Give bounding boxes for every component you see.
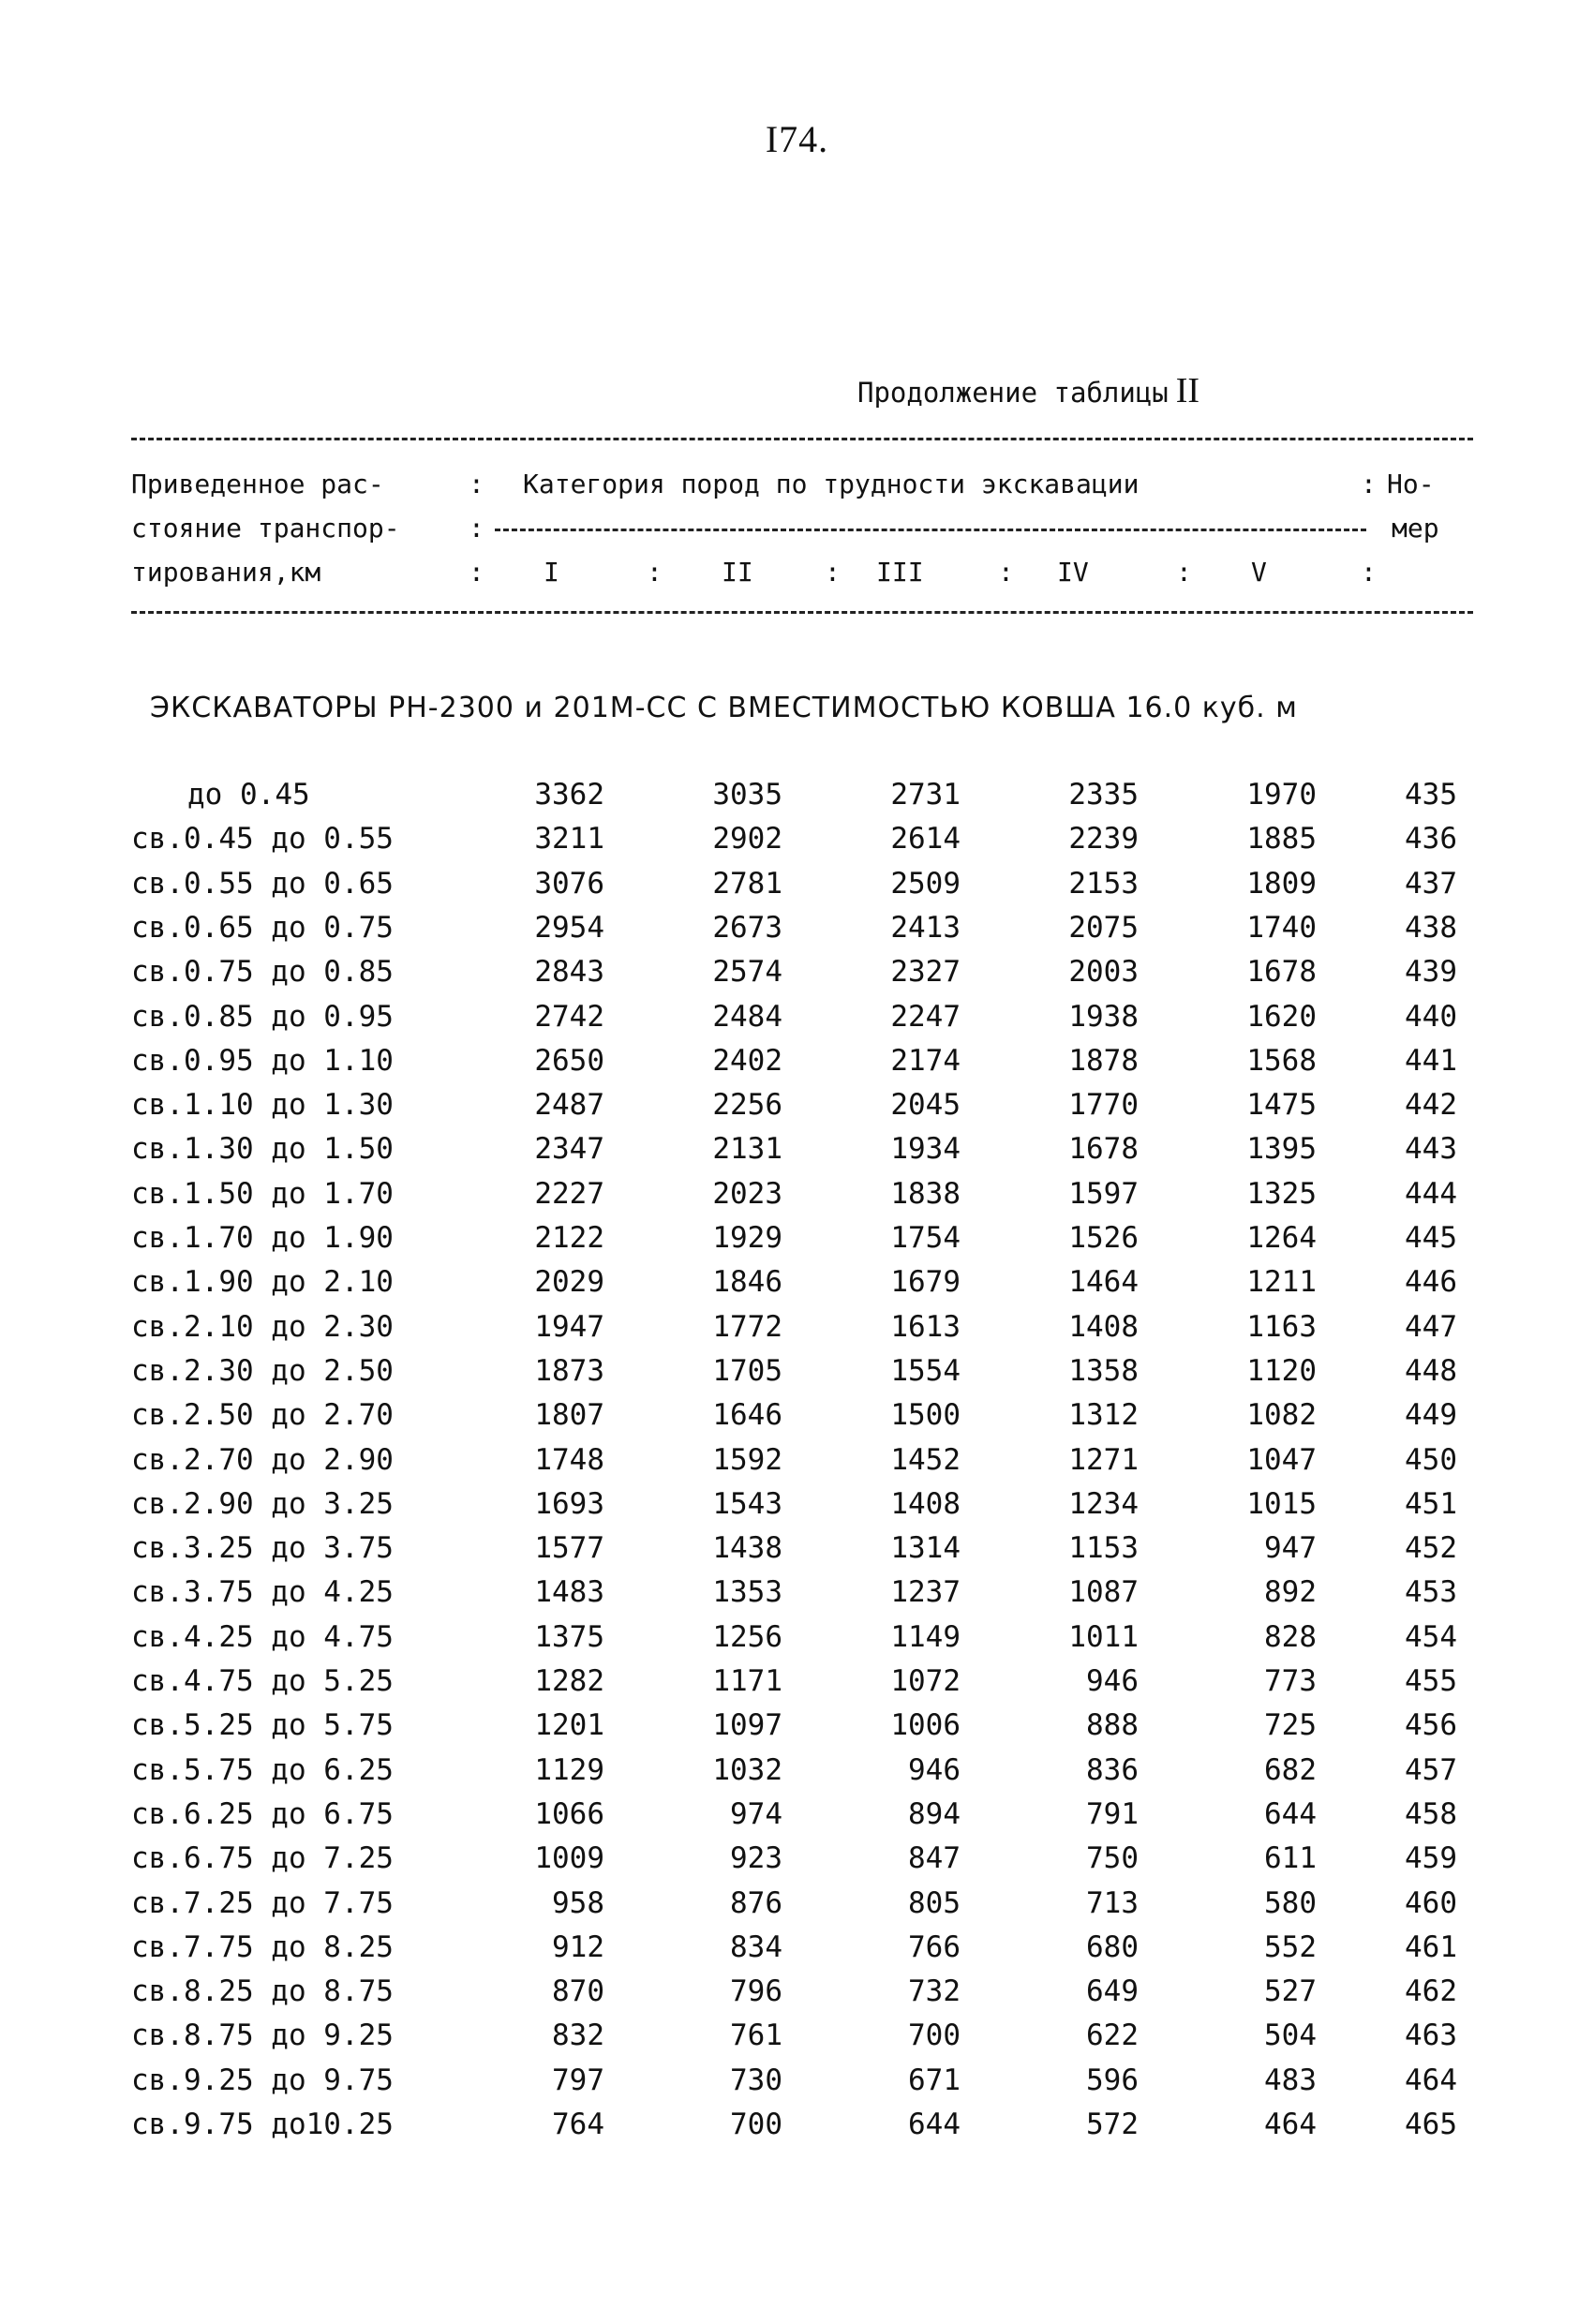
- row-number-cell: 454: [1405, 1619, 1457, 1654]
- value-cell-cat-3: 2614: [890, 822, 961, 857]
- distance-cell: св.8.25 до 8.75: [131, 1974, 394, 2009]
- value-cell-cat-5: 828: [1264, 1619, 1317, 1654]
- distance-cell: св.6.25 до 6.75: [131, 1796, 394, 1831]
- value-cell-cat-3: 2413: [890, 910, 961, 945]
- value-cell-cat-2: 1929: [712, 1221, 782, 1255]
- value-cell-cat-2: 796: [730, 1974, 782, 2009]
- value-cell-cat-2: 923: [730, 1841, 782, 1876]
- caption-number: II: [1175, 371, 1200, 410]
- value-cell-cat-5: 1211: [1246, 1265, 1317, 1300]
- value-cell-cat-1: 1873: [534, 1353, 604, 1388]
- value-cell-cat-1: 1483: [534, 1575, 604, 1610]
- value-cell-cat-5: 464: [1264, 2108, 1317, 2141]
- table-row: [0, 1353, 1594, 1401]
- table-row: [0, 1796, 1594, 1844]
- header-separator: :: [469, 513, 484, 544]
- value-cell-cat-3: 644: [908, 2108, 961, 2141]
- value-cell-cat-4: 750: [1086, 1841, 1139, 1876]
- table-row: [0, 1221, 1594, 1268]
- value-cell-cat-1: 1375: [534, 1619, 604, 1654]
- value-cell-cat-5: 1568: [1246, 1043, 1317, 1078]
- distance-cell: св.4.75 до 5.25: [131, 1664, 394, 1698]
- row-number-cell: 464: [1405, 2063, 1457, 2097]
- value-cell-cat-1: 1129: [534, 1752, 604, 1787]
- table-row: [0, 866, 1594, 914]
- value-cell-cat-4: 1770: [1068, 1088, 1139, 1123]
- distance-cell: св.2.70 до 2.90: [131, 1442, 394, 1477]
- header-separator: :: [647, 557, 663, 588]
- value-cell-cat-1: 1282: [534, 1664, 604, 1698]
- distance-cell: св.1.10 до 1.30: [131, 1088, 394, 1123]
- value-cell-cat-5: 1678: [1246, 955, 1317, 990]
- value-cell-cat-3: 1452: [890, 1442, 961, 1477]
- value-cell-cat-5: 552: [1264, 1929, 1317, 1964]
- table-row: [0, 999, 1594, 1047]
- value-cell-cat-4: 622: [1086, 2019, 1139, 2053]
- distance-cell: св.2.90 до 3.25: [131, 1486, 394, 1521]
- distance-cell: до 0.45: [187, 778, 310, 812]
- value-cell-cat-1: 1066: [534, 1796, 604, 1831]
- value-cell-cat-1: 764: [552, 2108, 604, 2141]
- value-cell-cat-5: 611: [1264, 1841, 1317, 1876]
- value-cell-cat-3: 732: [908, 1974, 961, 2009]
- row-number-cell: 445: [1405, 1221, 1457, 1255]
- table-row: [0, 1176, 1594, 1224]
- value-cell-cat-2: 1032: [712, 1752, 782, 1787]
- header-separator: :: [1361, 557, 1377, 588]
- value-cell-cat-2: 2256: [712, 1088, 782, 1123]
- value-cell-cat-5: 1264: [1246, 1221, 1317, 1255]
- value-cell-cat-3: 1613: [890, 1309, 961, 1344]
- row-number-cell: 443: [1405, 1132, 1457, 1167]
- value-cell-cat-2: 1705: [712, 1353, 782, 1388]
- category-header-II: II: [722, 557, 753, 588]
- distance-cell: св.7.25 до 7.75: [131, 1885, 394, 1920]
- table-row: [0, 2110, 1594, 2154]
- value-cell-cat-2: 1772: [712, 1309, 782, 1344]
- value-cell-cat-1: 2650: [534, 1043, 604, 1078]
- table-row: [0, 2021, 1594, 2065]
- distance-header-line-3: тирования,км: [131, 557, 321, 588]
- category-header-rule: [495, 529, 1366, 531]
- value-cell-cat-5: 1620: [1246, 999, 1317, 1034]
- table-row: [0, 1442, 1594, 1490]
- header-separator: :: [1176, 557, 1192, 588]
- value-cell-cat-2: 2781: [712, 866, 782, 901]
- row-number-cell: 441: [1405, 1043, 1457, 1078]
- distance-cell: св.1.30 до 1.50: [131, 1132, 394, 1167]
- value-cell-cat-1: 832: [552, 2019, 604, 2053]
- value-cell-cat-4: 888: [1086, 1708, 1139, 1743]
- value-cell-cat-2: 1543: [712, 1486, 782, 1521]
- value-cell-cat-3: 1500: [890, 1398, 961, 1433]
- value-cell-cat-5: 1885: [1246, 822, 1317, 857]
- value-cell-cat-3: 847: [908, 1841, 961, 1876]
- row-number-cell: 435: [1405, 778, 1457, 812]
- value-cell-cat-1: 3362: [534, 778, 604, 812]
- value-cell-cat-5: 1015: [1246, 1486, 1317, 1521]
- row-number-cell: 463: [1405, 2019, 1457, 2053]
- table-row: [0, 2063, 1594, 2110]
- value-cell-cat-1: 1201: [534, 1708, 604, 1743]
- distance-cell: св.6.75 до 7.25: [131, 1841, 394, 1876]
- table-row: [0, 1398, 1594, 1445]
- distance-cell: св.1.90 до 2.10: [131, 1265, 394, 1300]
- value-cell-cat-3: 2731: [890, 778, 961, 812]
- row-number-cell: 449: [1405, 1398, 1457, 1433]
- table-row: [0, 1043, 1594, 1091]
- value-cell-cat-1: 2954: [534, 910, 604, 945]
- value-cell-cat-4: 1271: [1068, 1442, 1139, 1477]
- page-number: I74.: [765, 118, 829, 160]
- value-cell-cat-3: 2327: [890, 955, 961, 990]
- distance-cell: св.8.75 до 9.25: [131, 2019, 394, 2053]
- row-number-cell: 442: [1405, 1088, 1457, 1123]
- row-number-cell: 448: [1405, 1353, 1457, 1388]
- table-row: [0, 910, 1594, 958]
- value-cell-cat-2: 2902: [712, 822, 782, 857]
- value-cell-cat-1: 2487: [534, 1088, 604, 1123]
- value-cell-cat-2: 834: [730, 1929, 782, 1964]
- table-row: [0, 1885, 1594, 1933]
- value-cell-cat-4: 1464: [1068, 1265, 1139, 1300]
- value-cell-cat-2: 1646: [712, 1398, 782, 1433]
- value-cell-cat-2: 2402: [712, 1043, 782, 1078]
- row-number-cell: 456: [1405, 1708, 1457, 1743]
- value-cell-cat-4: 2335: [1068, 778, 1139, 812]
- value-cell-cat-4: 1408: [1068, 1309, 1139, 1344]
- value-cell-cat-3: 1237: [890, 1575, 961, 1610]
- distance-cell: св.9.25 до 9.75: [131, 2063, 394, 2097]
- distance-cell: св.0.75 до 0.85: [131, 955, 394, 990]
- value-cell-cat-4: 1234: [1068, 1486, 1139, 1521]
- value-cell-cat-3: 1554: [890, 1353, 961, 1388]
- row-number-cell: 461: [1405, 1929, 1457, 1964]
- table-row: [0, 1619, 1594, 1667]
- value-cell-cat-4: 946: [1086, 1664, 1139, 1698]
- value-cell-cat-2: 1097: [712, 1708, 782, 1743]
- value-cell-cat-4: 649: [1086, 1974, 1139, 2009]
- row-number-cell: 459: [1405, 1841, 1457, 1876]
- value-cell-cat-5: 580: [1264, 1885, 1317, 1920]
- value-cell-cat-5: 773: [1264, 1664, 1317, 1698]
- value-cell-cat-2: 3035: [712, 778, 782, 812]
- table-row: [0, 1132, 1594, 1179]
- value-cell-cat-2: 700: [730, 2108, 782, 2141]
- value-cell-cat-5: 1740: [1246, 910, 1317, 945]
- value-cell-cat-2: 1592: [712, 1442, 782, 1477]
- distance-cell: св.2.30 до 2.50: [131, 1353, 394, 1388]
- value-cell-cat-3: 1754: [890, 1221, 961, 1255]
- value-cell-cat-2: 2023: [712, 1176, 782, 1211]
- value-cell-cat-5: 1809: [1246, 866, 1317, 901]
- value-cell-cat-4: 2153: [1068, 866, 1139, 901]
- distance-cell: св.0.65 до 0.75: [131, 910, 394, 945]
- distance-header-line-2: стояние транспор-: [131, 513, 400, 544]
- distance-cell: св.4.25 до 4.75: [131, 1619, 394, 1654]
- value-cell-cat-3: 805: [908, 1885, 961, 1920]
- value-cell-cat-3: 1314: [890, 1531, 961, 1566]
- table-row: [0, 1752, 1594, 1800]
- table-row: [0, 1664, 1594, 1711]
- category-header-I: I: [544, 557, 559, 588]
- row-number-cell: 458: [1405, 1796, 1457, 1831]
- table-row: [0, 778, 1594, 825]
- value-cell-cat-2: 2484: [712, 999, 782, 1034]
- value-cell-cat-1: 3076: [534, 866, 604, 901]
- table-row: [0, 955, 1594, 1002]
- table-row: [0, 1708, 1594, 1755]
- header-separator: :: [469, 469, 484, 499]
- table-row: [0, 1929, 1594, 1977]
- value-cell-cat-4: 1526: [1068, 1221, 1139, 1255]
- table-row: [0, 1531, 1594, 1578]
- value-cell-cat-4: 1312: [1068, 1398, 1139, 1433]
- row-number-cell: 455: [1405, 1664, 1457, 1698]
- row-number-cell: 447: [1405, 1309, 1457, 1344]
- value-cell-cat-3: 1072: [890, 1664, 961, 1698]
- value-cell-cat-5: 1120: [1246, 1353, 1317, 1388]
- value-cell-cat-1: 2742: [534, 999, 604, 1034]
- table-row: [0, 1088, 1594, 1135]
- distance-cell: св.2.50 до 2.70: [131, 1398, 394, 1433]
- distance-cell: св.5.75 до 6.25: [131, 1752, 394, 1787]
- value-cell-cat-5: 1047: [1246, 1442, 1317, 1477]
- value-cell-cat-3: 2045: [890, 1088, 961, 1123]
- value-cell-cat-2: 974: [730, 1796, 782, 1831]
- value-cell-cat-1: 1807: [534, 1398, 604, 1433]
- header-separator: :: [469, 557, 484, 588]
- value-cell-cat-4: 791: [1086, 1796, 1139, 1831]
- value-cell-cat-3: 2247: [890, 999, 961, 1034]
- value-cell-cat-2: 2673: [712, 910, 782, 945]
- distance-cell: св.1.70 до 1.90: [131, 1221, 394, 1255]
- value-cell-cat-4: 2003: [1068, 955, 1139, 990]
- value-cell-cat-4: 836: [1086, 1752, 1139, 1787]
- value-cell-cat-3: 1408: [890, 1486, 961, 1521]
- number-header-line-1: Но-: [1387, 469, 1435, 499]
- table-caption: [857, 370, 1199, 411]
- category-header-V: V: [1251, 557, 1267, 588]
- value-cell-cat-1: 1009: [534, 1841, 604, 1876]
- distance-cell: св.2.10 до 2.30: [131, 1309, 394, 1344]
- row-number-cell: 438: [1405, 910, 1457, 945]
- value-cell-cat-1: 2227: [534, 1176, 604, 1211]
- value-cell-cat-1: 1577: [534, 1531, 604, 1566]
- value-cell-cat-3: 700: [908, 2019, 961, 2053]
- value-cell-cat-2: 2574: [712, 955, 782, 990]
- row-number-cell: 444: [1405, 1176, 1457, 1211]
- distance-cell: св.7.75 до 8.25: [131, 1929, 394, 1964]
- header-separator: :: [1361, 469, 1377, 499]
- value-cell-cat-4: 2075: [1068, 910, 1139, 945]
- category-header-IV: IV: [1057, 557, 1089, 588]
- table-row: [0, 1841, 1594, 1888]
- value-cell-cat-5: 892: [1264, 1575, 1317, 1610]
- row-number-cell: 439: [1405, 955, 1457, 990]
- row-number-cell: 440: [1405, 999, 1457, 1034]
- distance-cell: св.0.85 до 0.95: [131, 999, 394, 1034]
- distance-cell: св.1.50 до 1.70: [131, 1176, 394, 1211]
- value-cell-cat-4: 713: [1086, 1885, 1139, 1920]
- value-cell-cat-1: 1693: [534, 1486, 604, 1521]
- value-cell-cat-2: 2131: [712, 1132, 782, 1167]
- value-cell-cat-2: 761: [730, 2019, 782, 2053]
- value-cell-cat-4: 1011: [1068, 1619, 1139, 1654]
- value-cell-cat-3: 671: [908, 2063, 961, 2097]
- value-cell-cat-1: 870: [552, 1974, 604, 2009]
- value-cell-cat-2: 1846: [712, 1265, 782, 1300]
- value-cell-cat-4: 1153: [1068, 1531, 1139, 1566]
- value-cell-cat-4: 1597: [1068, 1176, 1139, 1211]
- value-cell-cat-1: 2843: [534, 955, 604, 990]
- value-cell-cat-5: 527: [1264, 1974, 1317, 2009]
- table-row: [0, 1974, 1594, 2021]
- table-row: [0, 822, 1594, 869]
- value-cell-cat-5: 1325: [1246, 1176, 1317, 1211]
- row-number-cell: 465: [1405, 2108, 1457, 2141]
- row-number-cell: 436: [1405, 822, 1457, 857]
- row-number-cell: 450: [1405, 1442, 1457, 1477]
- value-cell-cat-1: 1947: [534, 1309, 604, 1344]
- value-cell-cat-5: 725: [1264, 1708, 1317, 1743]
- value-cell-cat-4: 1938: [1068, 999, 1139, 1034]
- table-row: [0, 1486, 1594, 1534]
- row-number-cell: 457: [1405, 1752, 1457, 1787]
- value-cell-cat-4: 1087: [1068, 1575, 1139, 1610]
- value-cell-cat-2: 876: [730, 1885, 782, 1920]
- table-row: [0, 1575, 1594, 1622]
- value-cell-cat-3: 1679: [890, 1265, 961, 1300]
- row-number-cell: 446: [1405, 1265, 1457, 1300]
- value-cell-cat-5: 483: [1264, 2063, 1317, 2097]
- value-cell-cat-1: 2029: [534, 1265, 604, 1300]
- value-cell-cat-1: 958: [552, 1885, 604, 1920]
- value-cell-cat-4: 1678: [1068, 1132, 1139, 1167]
- caption-text: Продолжение таблицы: [857, 377, 1169, 409]
- value-cell-cat-2: 730: [730, 2063, 782, 2097]
- value-cell-cat-4: 1358: [1068, 1353, 1139, 1388]
- value-cell-cat-5: 1395: [1246, 1132, 1317, 1167]
- value-cell-cat-1: 2122: [534, 1221, 604, 1255]
- distance-cell: св.5.25 до 5.75: [131, 1708, 394, 1743]
- header-separator: :: [825, 557, 841, 588]
- value-cell-cat-3: 766: [908, 1929, 961, 1964]
- distance-cell: св.0.45 до 0.55: [131, 822, 394, 857]
- value-cell-cat-3: 1149: [890, 1619, 961, 1654]
- value-cell-cat-2: 1171: [712, 1664, 782, 1698]
- value-cell-cat-5: 947: [1264, 1531, 1317, 1566]
- category-header-III: III: [876, 557, 924, 588]
- value-cell-cat-1: 1748: [534, 1442, 604, 1477]
- row-number-cell: 460: [1405, 1885, 1457, 1920]
- row-number-cell: 451: [1405, 1486, 1457, 1521]
- category-header: Категория пород по трудности экскавации: [523, 469, 1140, 499]
- value-cell-cat-1: 912: [552, 1929, 604, 1964]
- value-cell-cat-2: 1353: [712, 1575, 782, 1610]
- value-cell-cat-5: 1475: [1246, 1088, 1317, 1123]
- distance-cell: св.3.75 до 4.25: [131, 1575, 394, 1610]
- value-cell-cat-3: 1006: [890, 1708, 961, 1743]
- section-title: ЭКСКАВАТОРЫ РН-2300 и 201М-СС С ВМЕСТИМОСТЬЮ КОВША 16.0 куб. м: [150, 692, 1298, 724]
- distance-cell: св.3.25 до 3.75: [131, 1531, 394, 1566]
- row-number-cell: 437: [1405, 866, 1457, 901]
- table-row: [0, 1309, 1594, 1357]
- value-cell-cat-3: 2509: [890, 866, 961, 901]
- value-cell-cat-3: 1934: [890, 1132, 961, 1167]
- value-cell-cat-3: 894: [908, 1796, 961, 1831]
- value-cell-cat-5: 504: [1264, 2019, 1317, 2053]
- value-cell-cat-4: 680: [1086, 1929, 1139, 1964]
- value-cell-cat-3: 946: [908, 1752, 961, 1787]
- value-cell-cat-5: 1082: [1246, 1398, 1317, 1433]
- distance-cell: св.0.95 до 1.10: [131, 1043, 394, 1078]
- header-separator: :: [998, 557, 1014, 588]
- distance-header-line-1: Приведенное рас-: [131, 469, 384, 499]
- value-cell-cat-2: 1438: [712, 1531, 782, 1566]
- value-cell-cat-5: 1970: [1246, 778, 1317, 812]
- value-cell-cat-5: 644: [1264, 1796, 1317, 1831]
- value-cell-cat-4: 1878: [1068, 1043, 1139, 1078]
- value-cell-cat-5: 682: [1264, 1752, 1317, 1787]
- value-cell-cat-4: 2239: [1068, 822, 1139, 857]
- distance-cell: св.9.75 до10.25: [131, 2108, 394, 2141]
- value-cell-cat-1: 797: [552, 2063, 604, 2097]
- value-cell-cat-2: 1256: [712, 1619, 782, 1654]
- row-number-cell: 453: [1405, 1575, 1457, 1610]
- number-header-line-2: мер: [1392, 513, 1439, 544]
- table-row: [0, 1265, 1594, 1312]
- value-cell-cat-1: 3211: [534, 822, 604, 857]
- row-number-cell: 452: [1405, 1531, 1457, 1566]
- header-bottom-rule: [131, 611, 1473, 614]
- distance-cell: св.0.55 до 0.65: [131, 866, 394, 901]
- row-number-cell: 462: [1405, 1974, 1457, 2009]
- value-cell-cat-4: 596: [1086, 2063, 1139, 2097]
- value-cell-cat-4: 572: [1086, 2108, 1139, 2141]
- value-cell-cat-5: 1163: [1246, 1309, 1317, 1344]
- value-cell-cat-3: 2174: [890, 1043, 961, 1078]
- value-cell-cat-1: 2347: [534, 1132, 604, 1167]
- header-top-rule: [131, 438, 1473, 440]
- value-cell-cat-3: 1838: [890, 1176, 961, 1211]
